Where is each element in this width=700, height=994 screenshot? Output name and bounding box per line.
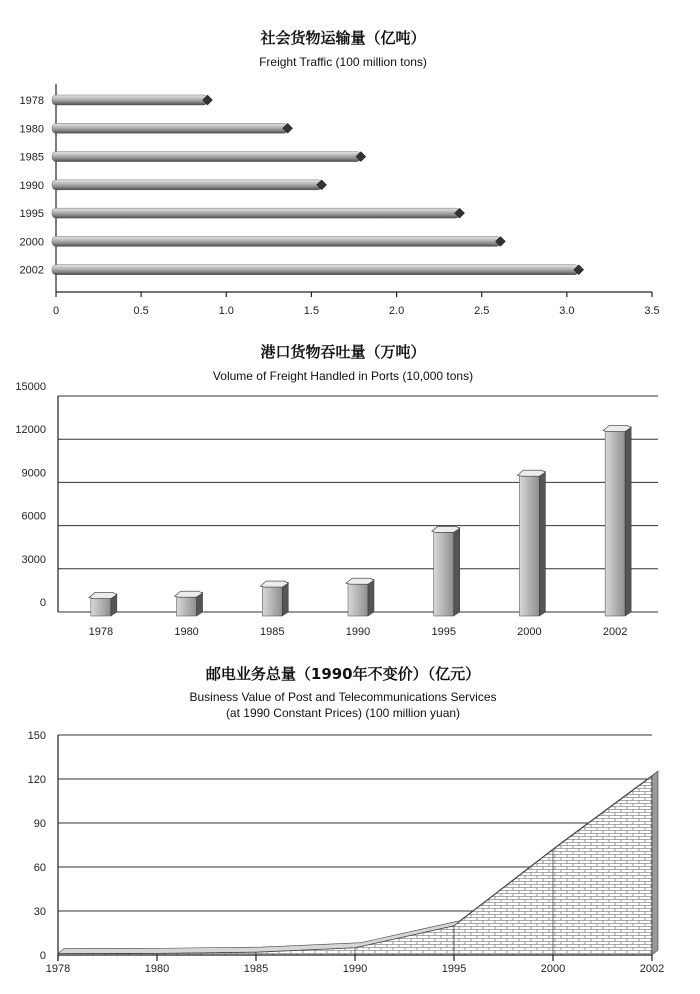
chart2-y-tick-label: 0 [39,597,46,609]
freight-traffic-chart [0,0,700,335]
chart2-category-label: 1980 [174,626,199,638]
chart2-y-tick-label: 12000 [15,424,46,437]
chart3-title: 邮电业务总量（1990年不变价）（亿元） [205,665,481,683]
chart3-category-label: 1980 [144,963,170,975]
chart2-bar-cap [432,526,460,532]
chart3-y-tick-label: 120 [27,774,46,786]
chart3-category-label: 1990 [342,963,368,975]
chart1-x-tick-label: 3.5 [644,305,660,317]
chart1-category-label: 1995 [19,208,44,221]
chart2-bar-cap [175,591,203,597]
chart3-category-label: 1985 [243,963,269,975]
chart1-title: 社会货物运输量（亿吨） [260,29,426,47]
chart2-bar [605,431,625,616]
chart3-category-label: 2002 [639,963,665,975]
chart3-category-label: 1995 [441,963,467,975]
chart2-bar-side [282,582,288,616]
chart2-bar-cap [260,581,288,587]
chart1-x-tick-label: 0.5 [133,305,149,317]
chart1-bar [52,123,288,133]
chart3-y-tick-label: 0 [39,950,46,962]
chart1-x-tick-label: 3.0 [559,305,575,317]
chart3-y-tick-label: 90 [33,818,46,830]
chart2-bar-side [625,427,631,616]
chart2-bar [177,596,197,616]
chart2-bar-cap [517,470,545,476]
chart2-bar-cap [89,593,117,599]
chart1-bar [52,265,579,275]
chart1-category-label: 1980 [19,123,44,136]
chart1-x-tick-label: 0 [52,305,60,317]
chart2-y-tick-label: 6000 [21,510,46,523]
chart2-bar [348,583,368,616]
chart2-category-label: 2002 [602,626,628,638]
chart2-category-label: 1985 [260,626,285,638]
chart1-bar [52,95,208,105]
chart1-category-label: 1990 [19,179,44,192]
chart2-category-label: 1978 [88,626,114,638]
chart3-subtitle-2: (at 1990 Constant Prices) (100 million yuan) [225,706,461,720]
chart2-y-tick-label: 15000 [15,381,46,393]
chart1-bar [52,208,460,218]
chart1-category-label: 2000 [19,236,44,249]
chart2-y-tick-label: 9000 [21,467,46,480]
chart2-bar [434,531,454,616]
chart1-bar [52,236,500,246]
chart1-x-tick-label: 2.5 [474,305,490,317]
chart1-x-tick-label: 1.0 [218,305,234,317]
chart2-bar-side [454,527,460,616]
chart2-category-label: 1990 [345,626,371,638]
chart1-category-label: 1985 [19,151,44,164]
chart1-category-label: 2002 [19,264,44,277]
chart2-title: 港口货物吞吐量（万吨） [260,343,426,361]
chart3-area-side-face [652,771,658,955]
chart1-bar [52,152,361,162]
chart2-subtitle: Volume of Freight Handled in Ports (10,000 tons) [212,369,474,383]
chart3-category-label: 2000 [540,963,566,975]
chart1-category-label: 1978 [19,95,44,107]
chart3-category-label: 1978 [45,963,71,975]
chart1-x-tick-label: 2.0 [388,305,405,317]
chart1-subtitle: Freight Traffic (100 million tons) [259,55,427,69]
chart3-y-tick-label: 30 [33,906,46,918]
chart2-bar-cap [603,426,631,432]
chart2-bar [262,586,282,616]
chart2-category-label: 1995 [431,626,456,638]
port-freight-chart [0,335,700,650]
chart2-bar-side [539,471,545,616]
chart3-area [58,776,652,955]
chart2-bar-cap [346,578,374,584]
chart3-y-tick-label: 60 [33,862,46,874]
post-telecom-chart [0,650,700,994]
chart1-bar [52,180,322,190]
chart2-y-tick-label: 3000 [21,553,46,566]
chart2-bar [519,475,539,616]
chart2-bar-side [368,579,374,616]
chart3-y-tick-label: 150 [27,730,46,742]
chart2-category-label: 2000 [517,626,542,638]
chart2-bar [91,598,111,616]
chart1-x-tick-label: 1.5 [303,305,320,317]
chart3-subtitle: Business Value of Post and Telecommunications Services [189,690,497,704]
